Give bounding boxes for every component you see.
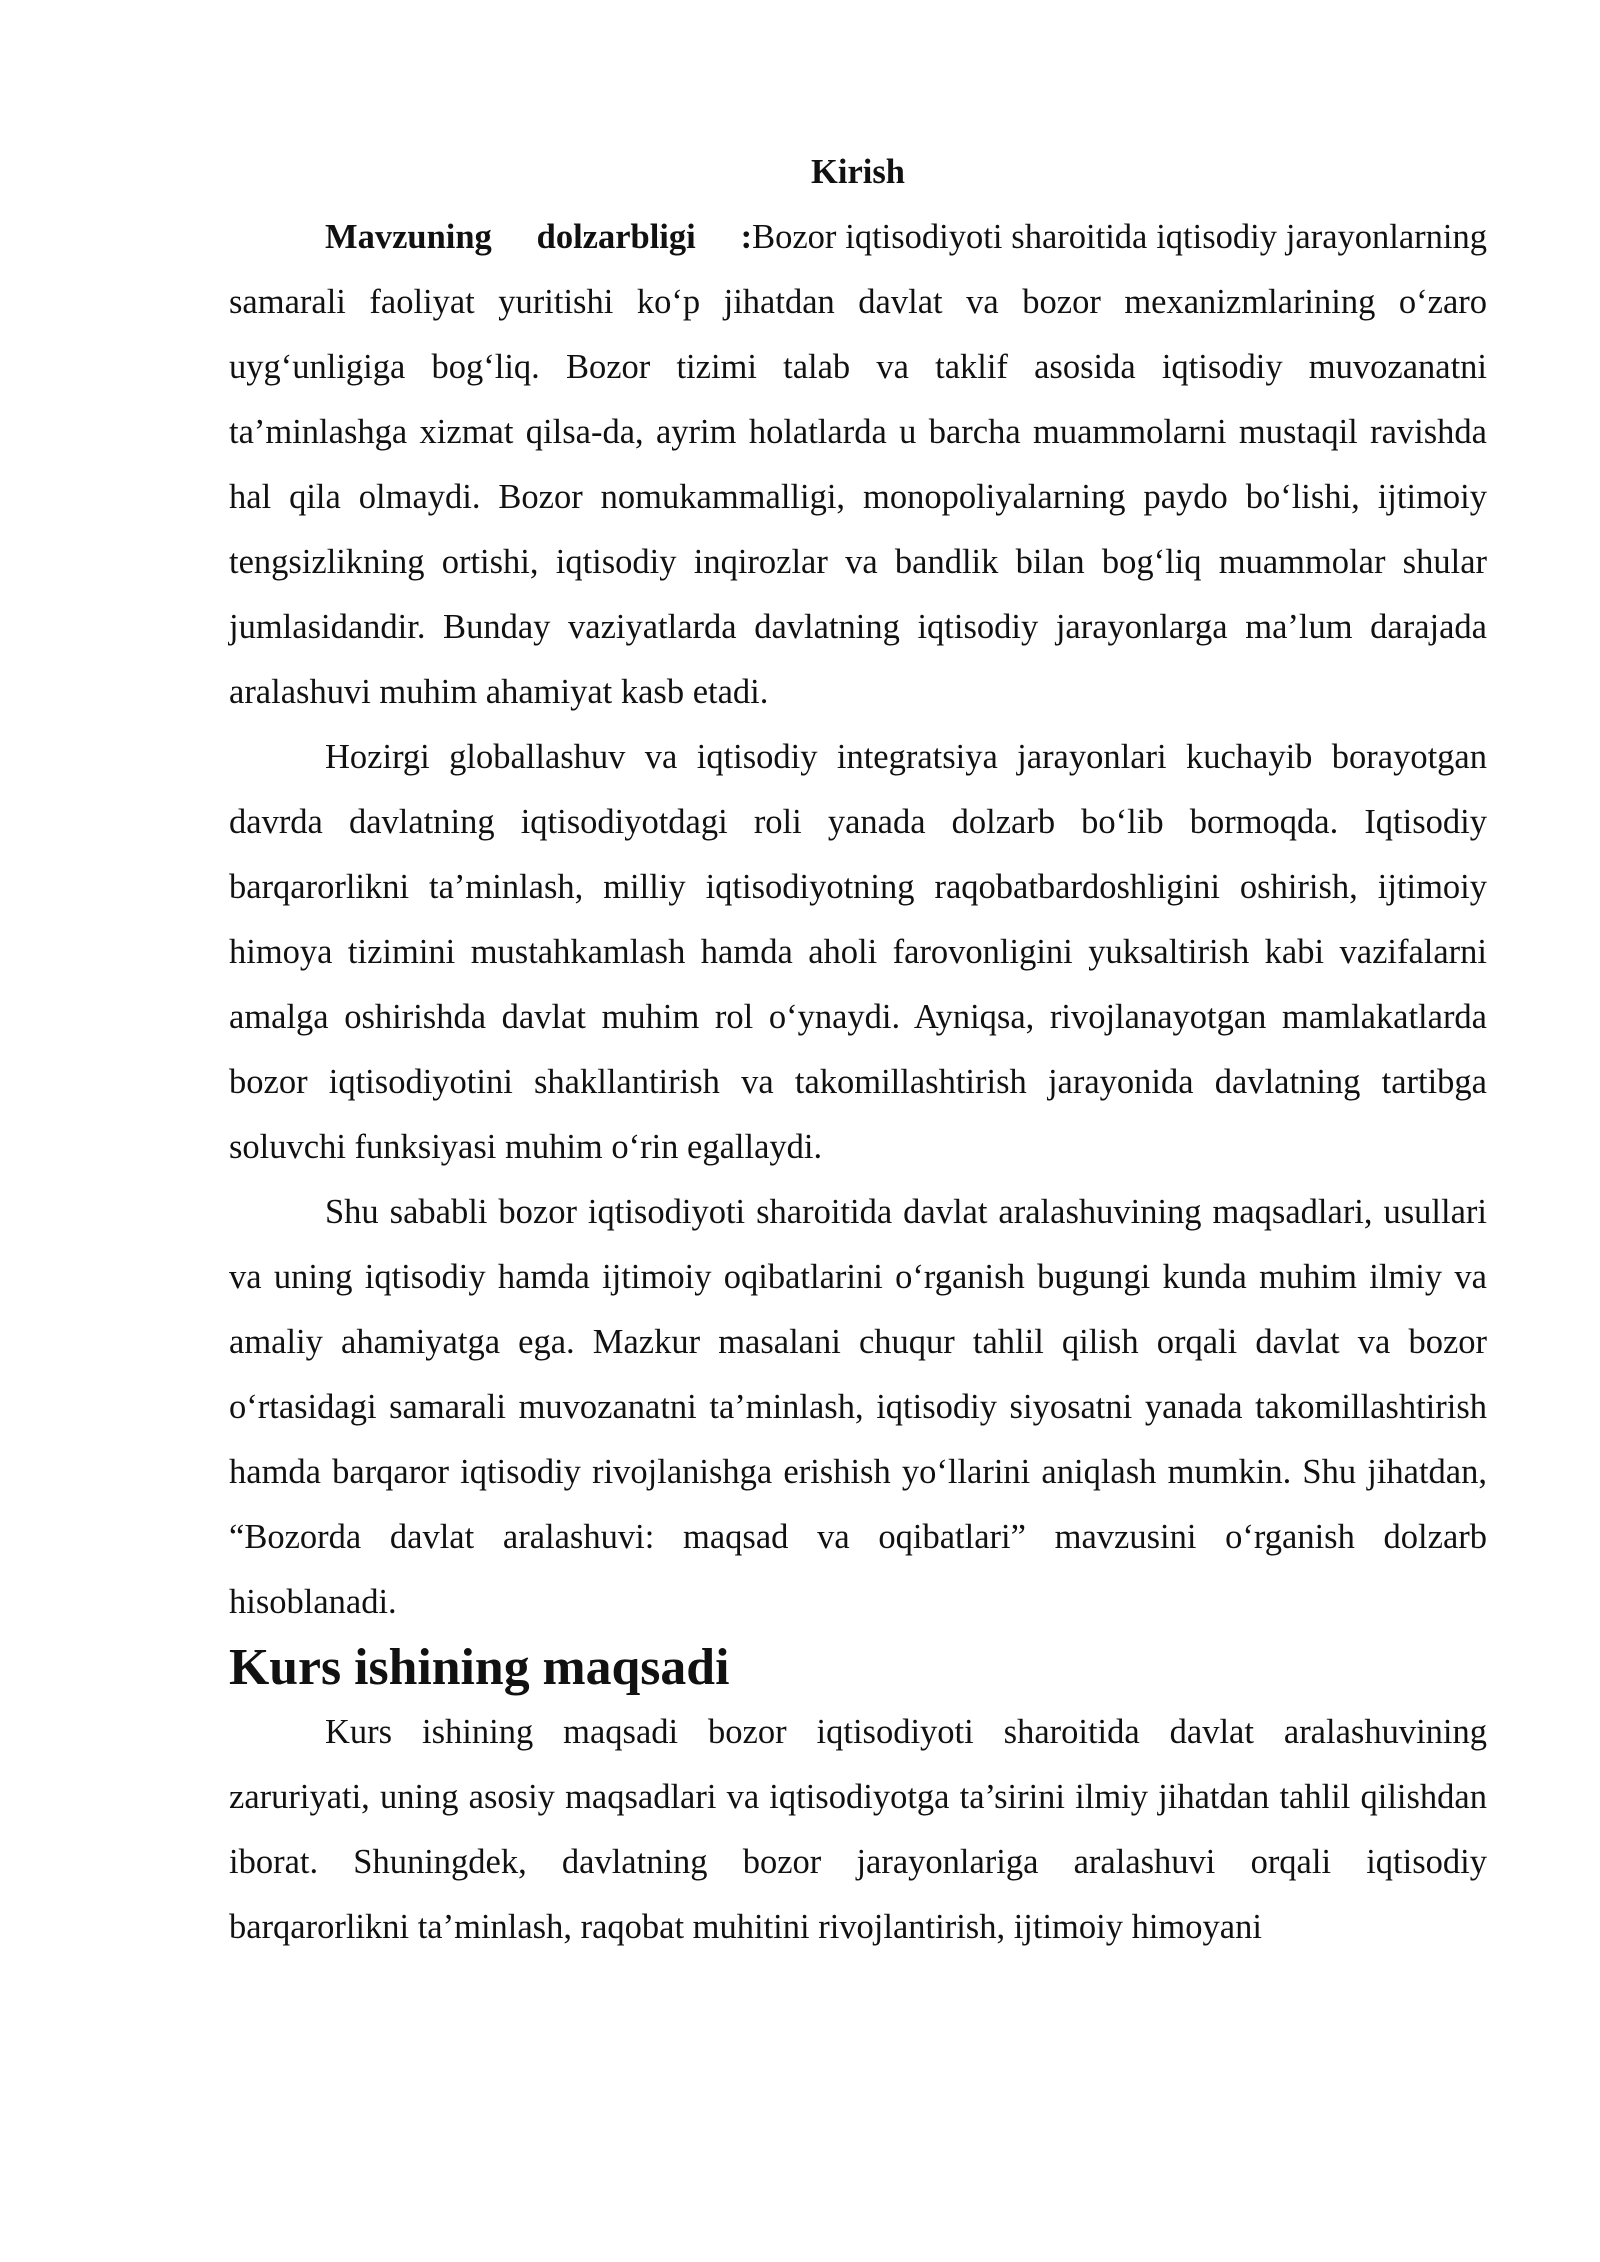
paragraph-globalization: Hozirgi globallashuv va iqtisodiy integratsiya jarayonlari kuchayib borayotgan davrda davlatning iqtisodiyotdagi roli yanada dolzarb bo‘lib bormoqda. Iqtisodiy barqarorlikni ta’minlash, milliy iqtisodiyotning raqobatbardoshligini oshirish, ijtimoiy himoya tizimini mustahkamlash hamda aholi farovonligini yuksaltirish kabi vazifalarni amalga oshirishda davlat muhim rol o‘ynaydi. Ayniqsa, rivojlanayotgan mamlakatlarda bozor iqtisodiyotini shakllantirish va takomillashtirish jarayonida davlatning tartibga soluvchi funksiyasi muhim o‘rin egallaydi. bbox=[229, 738, 1487, 1166]
section-heading-course-goal: Kurs ishining maqsadi bbox=[229, 1639, 730, 1696]
paragraph-course-goal: Kurs ishining maqsadi bozor iqtisodiyoti sharoitida davlat aralashuvining zaruriyati, uning asosiy maqsadlari va iqtisodiyotga ta’sirini ilmiy jihatdan tahlil qilishdan iborat. Shuningdek, davlatning bozor jarayonlariga aralashuvi orqali iqtisodiy barqarorlikni ta’minlash, raqobat muhitini rivojlantirish, ijtimoiy himoyani bbox=[229, 1713, 1487, 1946]
intro-text: Bozor iqtisodiyoti sharoitida iqtisodiy jarayonlarning samarali faoliyat yuritishi ko‘p jihatdan davlat va bozor mexanizmlarining o‘zaro uyg‘unligiga bog‘liq. Bozor tizimi talab va taklif asosida iqtisodiy muvozanatni ta’minlashga xizmat qilsa-da, ayrim holatlarda u barcha muammolarni mustaqil ravishda hal qila olmaydi. Bozor nomukammalligi, monopoliyalarning paydo bo‘lishi, ijtimoiy tengsizlikning ortishi, iqtisodiy inqirozlar va bandlik bilan bog‘liq muammolar shular jumlasidandir. Bunday vaziyatlarda davlatning iqtisodiy jarayonlarga ma’lum darajada aralashuvi muhim ahamiyat kasb etadi. bbox=[229, 218, 1487, 711]
intro-lead-label: Mavzuning dolzarbligi bbox=[325, 218, 741, 256]
document-title: Kirish bbox=[811, 153, 905, 191]
intro-paragraph bbox=[229, 205, 1487, 725]
document-page bbox=[229, 140, 1487, 1960]
paragraph-relevance: Shu sababli bozor iqtisodiyoti sharoitida davlat aralashuvining maqsadlari, usullari va uning iqtisodiy hamda ijtimoiy oqibatlarini o‘rganish bugungi kunda muhim ilmiy va amaliy ahamiyatga ega. Mazkur masalani chuqur tahlil qilish orqali davlat va bozor o‘rtasidagi samarali muvozanatni ta’minlash, iqtisodiy siyosatni yanada takomillashtirish hamda barqaror iqtisodiy rivojlanishga erishish yo‘llarini aniqlash mumkin. Shu jihatdan, “Bozorda davlat aralashuvi: maqsad va oqibatlari” mavzusini o‘rganish dolzarb hisoblanadi. bbox=[229, 1193, 1487, 1621]
intro-lead-colon: : bbox=[740, 218, 753, 256]
